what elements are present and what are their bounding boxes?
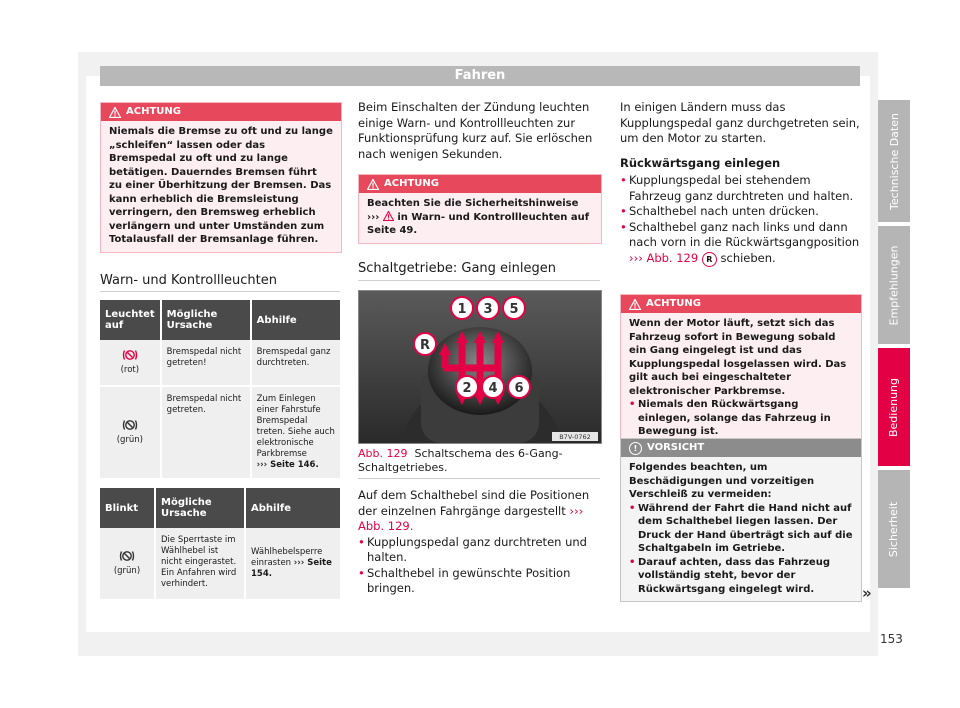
cause-cell: Die Sperrtaste im Wählhebel ist nicht eingerastet. Ein Anfahren wird verhindert. [155,528,245,600]
tab-empfehlungen[interactable] [878,226,910,344]
caution-text: Folgendes beachten, um Beschädigungen und vorzeitigen Verschleiß zu vermeiden: [629,462,815,500]
warning-triangle-icon [629,299,641,310]
page-reference-link[interactable]: ››› Seite 154. [251,558,332,579]
intro-paragraph: Beim Einschalten der Zündung leuchten einige Warn- und Kontrollleuchten zur Funktionsprüfung kurz auf. Sie erlöschen nach wenigen Sekunden. [358,100,593,161]
remedy-cell: Bremspedal ganz durchtreten. [251,340,340,386]
gear-shift-illustration [359,291,601,443]
list-item: • Niemals den Rückwärtsgang einlegen, solange das Fahrzeug in Bewegung ist. [629,398,853,439]
caution-label: VORSICHT [647,442,705,453]
list-item: • Schalthebel nach unten drücken. [620,204,860,220]
column-middle-instructions [358,488,602,597]
info-circle-icon: ! [629,442,642,455]
figure-reference-link[interactable]: ››› Abb. 129 [629,250,699,265]
page-number: 153 [880,632,903,646]
caution-box-header [621,439,861,457]
list-item-text: schieben. [720,250,776,265]
lamp-color: (rot) [120,365,140,375]
warning-text-part[interactable]: in Warn- und Kontrollleuchten auf Seite 49. [367,211,590,236]
warning-triangle-icon [109,107,121,118]
list-item [620,220,860,267]
table-header: Blinkt [100,488,155,528]
tab-label: Sicherheit [887,501,901,557]
lamp-table-lit [100,300,340,480]
list-item-text: Schalthebel ganz nach links und dann nach vorn in die Rückwärtsgangposition [629,219,860,249]
tab-bedienung[interactable] [878,348,910,466]
lamp-color: (grün) [113,566,141,576]
figure-number: Abb. 129 [358,447,408,460]
brake-lamp-icon [119,550,135,562]
gear-label-4: 4 [488,381,498,396]
section-title-schaltgetriebe: Schaltgetriebe: Gang einlegen [358,261,556,276]
warning-box-safety-ref [358,174,602,244]
list-item: • Während der Fahrt die Hand nicht auf dem Schalthebel liegen lassen. Der Druck der Hand überträgt sich auf die Schaltgabeln im Getriebe. [629,502,853,556]
lamp-cell [100,386,161,479]
page-reference-link[interactable]: ››› Seite 146. [256,460,319,470]
figure-code: B7V-0762 [559,433,591,441]
figure-caption [358,447,600,475]
warning-label: ACHTUNG [646,298,701,309]
warning-text-part: Beachten Sie die Sicherheitshinweise ››› [367,198,579,223]
section-title-warnleuchten: Warn- und Kontrollleuchten [100,273,278,288]
tab-label: Bedienung [887,377,901,437]
remedy-cell [251,386,340,479]
brake-lamp-icon [122,419,138,431]
caution-box [620,438,862,602]
remedy-text: Zum Einlegen einer Fahrstufe Bremspedal treten. Siehe auch elektronische Parkbremse [256,394,335,459]
warning-box-header [359,175,601,193]
lamp-color: (grün) [116,435,143,445]
tab-label: Empfehlungen [887,245,901,325]
table-header: Leuchtet auf [100,300,161,340]
table-row [100,340,340,386]
intro-paragraph: In einigen Ländern muss das Kupplungspedal ganz durchgetreten sein, um den Motor zu starten. [620,100,860,145]
cause-cell: Bremspedal nicht getreten. [161,386,251,479]
warning-box-brakes [100,102,342,253]
shift-paragraph-text: Auf dem Schalthebel sind die Positionen der einzelnen Fahrgänge dargestellt [358,488,590,518]
gear-label-2: 2 [462,381,472,396]
table-header: Mögliche Ursache [155,488,245,528]
gear-label-1: 1 [457,302,467,317]
warning-text: Niemals die Bremse zu oft und zu lange „schleifen“ lassen oder das Bremspedal zu oft und zu lange betätigen. Dauerndes Bremsen führt zu einer Überhitzung der Bremsen. Das kann erheblich die Bremsleistung verringern, den Bremsweg erheblich verlängern und unter Umständen zum Totalausfall der Bremsanlage führen. [109,126,333,245]
figure-caption-text: Schaltschema des 6-Gang-Schaltgetriebes. [358,447,563,474]
list-item: • Kupplungspedal bei stehendem Fahrzeug ganz durchtreten und halten. [620,173,860,204]
warning-box-header [101,103,341,121]
table-row [100,386,340,479]
section-rule [358,280,600,281]
column-middle-intro [358,100,602,162]
gear-label-5: 5 [509,302,519,317]
table-header: Abhilfe [245,488,340,528]
brake-lamp-icon [122,349,138,361]
remedy-cell [245,528,340,600]
tab-technische-daten[interactable] [878,100,910,222]
reverse-badge-icon: R [702,252,717,267]
column-right-text [620,100,860,267]
gear-label-3: 3 [483,302,493,317]
list-item: • Schalthebel in gewünschte Position bringen. [358,566,602,597]
cause-cell: Bremspedal nicht getreten! [161,340,251,386]
tab-sicherheit[interactable] [878,470,910,588]
warning-triangle-icon [367,179,379,190]
remedy-text: Wählhebelsperre einrasten [251,547,323,568]
warning-text: Wenn der Motor läuft, setzt sich das Fahrzeug sofort in Bewegung sobald ein Gang eingelegt ist und das Kupplungspedal losgelassen wird. Das gilt auch bei eingeschalteter elektronischer Parkbremse. [629,318,847,397]
list-item: • Darauf achten, dass das Fahrzeug vollständig steht, bevor der Rückwärtsgang eingelegt wird. [629,556,853,597]
page-header: Fahren [100,66,860,86]
lamp-cell [100,528,155,600]
lamp-cell [100,340,161,386]
gear-label-6: 6 [514,381,524,396]
warning-box-engine-running [620,294,862,445]
gear-label-r: R [419,338,431,353]
table-header: Mögliche Ursache [161,300,251,340]
caption-rule [358,478,600,479]
gear-shift-figure [358,290,602,444]
shift-paragraph [358,488,602,535]
warning-triangle-icon [383,211,394,221]
warning-label: ACHTUNG [384,178,439,189]
subheading-reverse: Rückwärtsgang einlegen [620,155,781,170]
continue-mark: » [862,584,872,602]
figure-reference-link[interactable]: ››› Abb. 129. [358,503,584,533]
tab-label: Technische Daten [887,112,901,210]
table-header: Abhilfe [251,300,340,340]
lamp-table-flashing [100,488,340,601]
warning-text [367,197,593,238]
warning-label: ACHTUNG [126,106,181,117]
warning-box-header [621,295,861,313]
table-row [100,528,340,600]
section-rule [100,291,340,292]
list-item: • Kupplungspedal ganz durchtreten und halten. [358,535,602,566]
